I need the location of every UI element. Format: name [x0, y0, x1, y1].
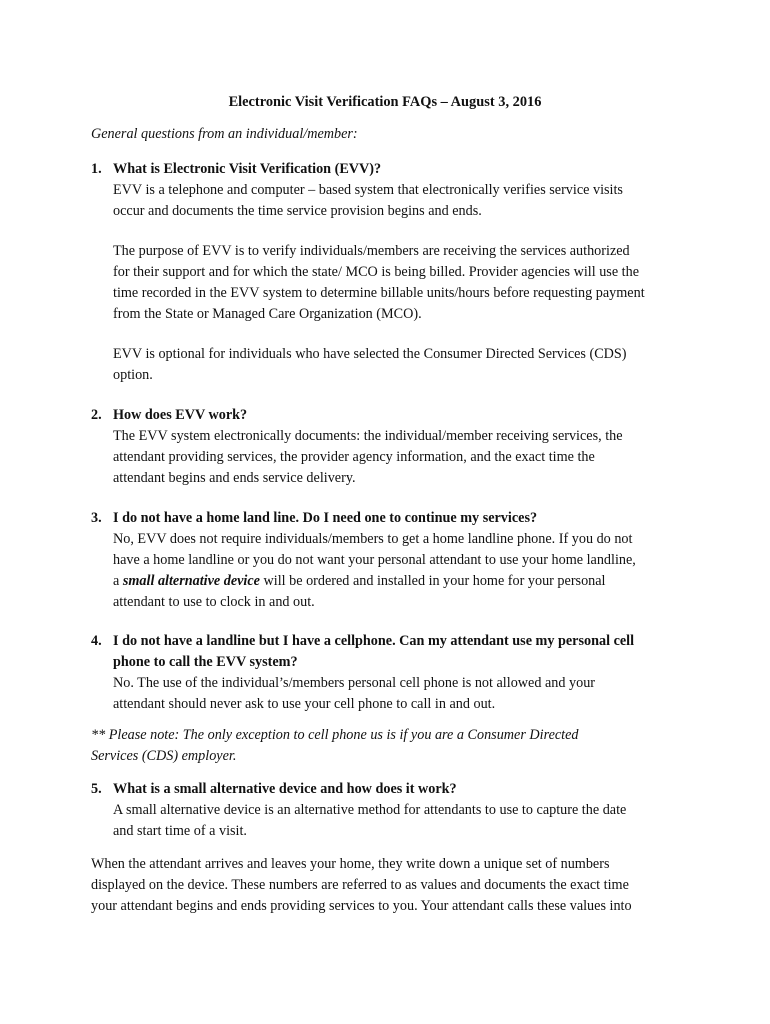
- document-subtitle: General questions from an individual/member:: [91, 126, 358, 142]
- faq-question: I do not have a landline but I have a cellphone. Can my attendant use my personal cell phone to call the EVV system?: [113, 633, 635, 670]
- faq-item-4: [91, 631, 691, 715]
- faq-number: 4.: [91, 633, 102, 649]
- faq-1-paragraph-3: EVV is optional for individuals who have selected the Consumer Directed Services (CDS) option.: [113, 346, 627, 383]
- faq-number: 5.: [91, 781, 102, 797]
- faq-item-1: [91, 159, 691, 222]
- faq-1-paragraph-2: The purpose of EVV is to verify individuals/members are receiving the services authorized for their support and for which the state/ MCO is being billed. Provider agencies will use the time recorded in the EVV system to determine billable units/hours before requesting payment from the State or Managed Care Organization (MCO).: [113, 243, 645, 322]
- faq-item-3: [91, 508, 691, 613]
- faq-question: What is a small alternative device and how does it work?: [113, 781, 457, 797]
- faq-item-2: [91, 405, 691, 489]
- faq-answer-emphasis: small alternative device: [122, 573, 260, 589]
- faq-answer: No. The use of the individual’s/members personal cell phone is not allowed and your attendant should never ask to use your cell phone to call in and out.: [113, 675, 596, 712]
- faq-question: How does EVV work?: [113, 407, 248, 423]
- faq-number: 2.: [91, 407, 102, 423]
- document-title: Electronic Visit Verification FAQs – August 3, 2016: [228, 94, 542, 110]
- faq-answer-text: will be ordered and installed in your home for your personal attendant to use to clock in and out.: [113, 573, 606, 610]
- faq-answer: EVV is a telephone and computer – based system that electronically verifies service visits occur and documents the time service provision begins and ends.: [113, 182, 623, 219]
- faq-item-5: [91, 779, 691, 842]
- faq-answer: The EVV system electronically documents: the individual/member receiving services, the attendant providing services, the provider agency information, and the exact time the attendant begins and ends service delivery.: [113, 428, 623, 486]
- faq-4-note: ** Please note: The only exception to cell phone us is if you are a Consumer Directed Services (CDS) employer.: [91, 727, 579, 764]
- faq-number: 1.: [91, 161, 102, 177]
- faq-answer: [113, 529, 691, 613]
- faq-question: What is Electronic Visit Verification (EVV)?: [113, 161, 382, 177]
- faq-answer: A small alternative device is an alternative method for attendants to use to capture the date and start time of a visit.: [113, 802, 627, 839]
- faq-answer-text: No, EVV does not require individuals/members to get a home landline phone. If you do not have a home landline or you do not want your personal attendant to use your home landline, a: [113, 531, 636, 589]
- faq-5-paragraph-2: When the attendant arrives and leaves your home, they write down a unique set of numbers displayed on the device. These numbers are referred to as values and documents the exact time your attendant begins and ends providing services to you. Your attendant calls these values into: [91, 856, 632, 914]
- faq-number: 3.: [91, 510, 102, 526]
- faq-question: I do not have a home land line. Do I need one to continue my services?: [113, 510, 538, 526]
